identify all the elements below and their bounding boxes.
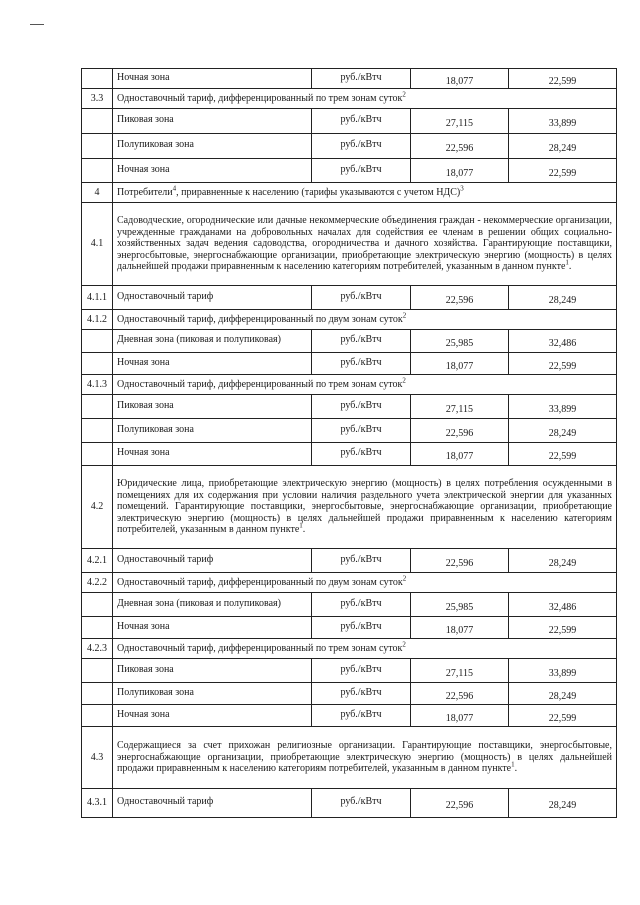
- tariff-value-2: [509, 617, 617, 639]
- section-text: Юридические лица, приобретающие электрическую энергию (мощность) в целях потребления осужденными в помещениях для их содержания при условии наличия раздельного учета электрической энергии для указанных помещений. Гарантирующие поставщики, энергосбытовые, энергоснабжающие организации, приобретающие электрическую энергию (мощность) в целях дальнейшей продажи приравненным к населению категориям потребителей, указанным в данном пункте: [117, 478, 612, 536]
- tariff-value-2: [509, 159, 617, 183]
- footnote-ref: 2: [402, 376, 406, 385]
- tariff-value-1: [411, 549, 509, 573]
- tariff-name-text: Ночная зона: [117, 71, 170, 83]
- unit-text: руб./кВтч: [340, 686, 382, 698]
- tariff-name: [113, 419, 312, 443]
- tariff-value-2-text: 28,249: [548, 557, 577, 569]
- tariff-value-2-text: 28,249: [548, 427, 577, 439]
- footnote-ref-2: 3: [460, 184, 464, 193]
- tariff-value-1-text: 22,596: [445, 690, 474, 702]
- category-description: [113, 203, 617, 286]
- tariff-value-2-text: 22,599: [548, 167, 577, 179]
- tariff-value-2-text: 33,899: [548, 403, 577, 415]
- table-row: [82, 419, 617, 443]
- row-number: 4.1: [82, 203, 113, 286]
- tariff-value-1: [411, 286, 509, 310]
- tariff-value-1: [411, 789, 509, 818]
- tariff-value-2: [509, 549, 617, 573]
- unit-text: руб./кВтч: [340, 597, 382, 609]
- tariff-name-text: Ночная зона: [117, 356, 170, 368]
- tariff-value-2: [509, 330, 617, 353]
- table-row: [82, 659, 617, 683]
- tariff-value-2: [509, 705, 617, 727]
- page-edge-mark: [30, 24, 44, 25]
- table-row: [82, 183, 617, 203]
- row-number: [82, 395, 113, 419]
- tariff-name-text: Пиковая зона: [117, 663, 174, 675]
- tariff-value-2-text: 28,249: [548, 143, 577, 154]
- section-text: Садоводческие, огороднические или дачные некоммерческие объединения граждан - некоммерческие организации, учрежденные гражданами на добровольных началах для содействия ее членам в решении общих социально-хозяйственных задач ведения садоводства, огородничества и дачного хозяйства. Гарантирующие поставщики, энергосбытовые, энергоснабжающие организации, приобретающие электрическую энергию (мощность) в целях дальнейшей продажи приравненным к населению категориям потребителей, указанным в данном пункте: [117, 215, 612, 273]
- tariff-name-text: Одноставочный тариф: [117, 290, 214, 302]
- row-number: 4.2.3: [82, 639, 113, 659]
- row-number: [82, 159, 113, 183]
- footnote-ref: 2: [402, 574, 407, 583]
- tariff-name: [113, 789, 312, 818]
- table-row: [82, 593, 617, 617]
- tariff-name: [113, 109, 312, 134]
- table-row: [82, 683, 617, 705]
- row-number: [82, 705, 113, 727]
- row-number: 4.2: [82, 466, 113, 549]
- tariff-value-2: [509, 683, 617, 705]
- unit-text: руб./кВтч: [340, 620, 382, 632]
- table-row: [82, 203, 617, 286]
- tariff-value-2-text: 28,249: [548, 294, 577, 306]
- tariff-value-2-text: 22,599: [548, 624, 577, 636]
- tariff-value-2-text: 28,249: [548, 690, 577, 702]
- row-number: [82, 109, 113, 134]
- tariff-value-2-text: 32,486: [548, 601, 577, 613]
- tariff-value-2-text: 33,899: [548, 667, 577, 679]
- tariff-value-1: [411, 705, 509, 727]
- unit-cell: [312, 593, 411, 617]
- tariff-name-text: Полупиковая зона: [117, 423, 194, 435]
- table-row: [82, 134, 617, 159]
- tariff-value-2-text: 28,249: [548, 800, 577, 811]
- tariff-name: [113, 659, 312, 683]
- tariff-name-text: Пиковая зона: [117, 114, 174, 125]
- tariff-name: [113, 69, 312, 89]
- unit-cell: [312, 705, 411, 727]
- tariff-table: [81, 68, 617, 818]
- tariff-name: [113, 549, 312, 573]
- tariff-value-1-text: 22,596: [445, 557, 474, 569]
- tariff-name-text: Пиковая зона: [117, 399, 174, 411]
- tariff-value-2-text: 22,599: [548, 712, 577, 724]
- unit-text: руб./кВтч: [340, 663, 382, 675]
- row-number: [82, 353, 113, 375]
- tariff-name: [113, 286, 312, 310]
- tariff-value-1: [411, 353, 509, 375]
- tariff-value-1: [411, 683, 509, 705]
- tariff-name-text: Дневная зона (пиковая и полупиковая): [117, 334, 281, 345]
- table-row: [82, 310, 617, 330]
- tariff-value-2: [509, 109, 617, 134]
- tariff-value-2: [509, 353, 617, 375]
- tariff-value-2-text: 32,486: [548, 338, 577, 349]
- tariff-value-2: [509, 395, 617, 419]
- unit-text: руб./кВтч: [340, 334, 382, 345]
- tariff-value-2: [509, 286, 617, 310]
- tariff-value-1: [411, 395, 509, 419]
- unit-cell: [312, 683, 411, 705]
- tariff-name-text: Одноставочный тариф: [117, 796, 214, 807]
- section-text: Содержащиеся за счет прихожан религиозные организации. Гарантирующие поставщики, энергосбытовые, энергоснабжающие организации, приобретающие электрическую энергию (мощность) в целях дальнейшей продажи приравненным к населению категориям потребителей, указанным в данном пункте: [117, 740, 612, 775]
- tariff-name: [113, 705, 312, 727]
- tariff-value-1: [411, 69, 509, 89]
- tariff-name-text: Полупиковая зона: [117, 686, 194, 698]
- table-row: [82, 109, 617, 134]
- table-row: [82, 353, 617, 375]
- tariff-name-text: Ночная зона: [117, 620, 170, 632]
- tariff-value-1-text: 18,077: [445, 712, 474, 724]
- unit-cell: [312, 789, 411, 818]
- row-number: 4.1.3: [82, 375, 113, 395]
- tariff-value-1: [411, 419, 509, 443]
- unit-text: руб./кВтч: [340, 708, 382, 720]
- table-row: [82, 705, 617, 727]
- tariff-name-text: Одноставочный тариф: [117, 553, 214, 565]
- unit-cell: [312, 69, 411, 89]
- unit-text: руб./кВтч: [340, 163, 382, 175]
- tariff-name-text: Ночная зона: [117, 708, 170, 720]
- tariff-value-1-text: 18,077: [445, 360, 474, 372]
- tariff-value-1: [411, 617, 509, 639]
- unit-text: руб./кВтч: [340, 114, 382, 125]
- footnote-ref: 1: [511, 760, 515, 769]
- tariff-value-1-text: 27,115: [445, 403, 474, 415]
- row-number: [82, 134, 113, 159]
- unit-text: руб./кВтч: [340, 399, 382, 411]
- tariff-name-text: Полупиковая зона: [117, 139, 194, 150]
- section-text: Одноставочный тариф, дифференцированный по двум зонам суток: [117, 576, 403, 588]
- footnote-ref: 2: [402, 311, 407, 320]
- tariff-name: [113, 353, 312, 375]
- category-description: [113, 466, 617, 549]
- footnote-ref: 1: [299, 521, 303, 530]
- table-row: [82, 549, 617, 573]
- row-number: [82, 659, 113, 683]
- tariff-value-2: [509, 659, 617, 683]
- category-description: [113, 727, 617, 789]
- table-row: [82, 395, 617, 419]
- unit-cell: [312, 419, 411, 443]
- section-title: [113, 573, 617, 593]
- row-number: 4.2.2: [82, 573, 113, 593]
- tariff-value-2: [509, 443, 617, 466]
- table-row: [82, 573, 617, 593]
- tariff-value-2: [509, 419, 617, 443]
- tariff-value-2-text: 22,599: [548, 451, 577, 462]
- tariff-name-text: Дневная зона (пиковая и полупиковая): [117, 597, 281, 609]
- row-number: [82, 593, 113, 617]
- unit-text: руб./кВтч: [340, 447, 382, 458]
- row-number: 4.1.1: [82, 286, 113, 310]
- section-text-after: .: [302, 524, 306, 536]
- row-number: [82, 419, 113, 443]
- table-row: [82, 375, 617, 395]
- tariff-value-1: [411, 134, 509, 159]
- unit-cell: [312, 109, 411, 134]
- row-number: 3.3: [82, 89, 113, 109]
- table-row: [82, 789, 617, 818]
- tariff-value-1-text: 25,985: [445, 601, 474, 613]
- tariff-value-1-text: 27,115: [445, 667, 474, 679]
- unit-cell: [312, 159, 411, 183]
- tariff-value-2-text: 22,599: [548, 75, 577, 87]
- row-number: 4.3.1: [82, 789, 113, 818]
- tariff-name: [113, 593, 312, 617]
- table-row: [82, 466, 617, 549]
- tariff-value-1-text: 18,077: [445, 75, 474, 87]
- section-title: [113, 310, 617, 330]
- section-title: [113, 89, 617, 109]
- row-number: [82, 69, 113, 89]
- table-row: [82, 159, 617, 183]
- table-row: [82, 639, 617, 659]
- footnote-ref: 4: [172, 184, 177, 193]
- tariff-value-1-text: 18,077: [445, 624, 474, 636]
- tariff-value-1: [411, 443, 509, 466]
- tariff-value-2-text: 33,899: [548, 118, 577, 129]
- table-row: [82, 330, 617, 353]
- tariff-value-2: [509, 593, 617, 617]
- unit-cell: [312, 353, 411, 375]
- table-row: [82, 69, 617, 89]
- unit-cell: [312, 395, 411, 419]
- unit-cell: [312, 443, 411, 466]
- footnote-ref: 2: [402, 90, 406, 99]
- unit-cell: [312, 549, 411, 573]
- tariff-value-1: [411, 330, 509, 353]
- section-title: [113, 375, 617, 395]
- row-number: 4.1.2: [82, 310, 113, 330]
- tariff-name: [113, 330, 312, 353]
- footnote-ref: 1: [565, 258, 569, 267]
- tariff-value-1-text: 22,596: [445, 800, 474, 811]
- tariff-value-1: [411, 593, 509, 617]
- tariff-name: [113, 395, 312, 419]
- tariff-name-text: Ночная зона: [117, 163, 170, 175]
- unit-text: руб./кВтч: [340, 553, 382, 565]
- unit-text: руб./кВтч: [340, 139, 382, 150]
- tariff-value-2: [509, 789, 617, 818]
- unit-cell: [312, 617, 411, 639]
- table-row: [82, 727, 617, 789]
- section-text: Одноставочный тариф, дифференцированный по трем зонам суток: [117, 642, 403, 654]
- section-text: Одноставочный тариф, дифференцированный по трем зонам суток: [117, 378, 403, 390]
- row-number: [82, 330, 113, 353]
- tariff-name: [113, 443, 312, 466]
- row-number: [82, 443, 113, 466]
- row-number: 4.3: [82, 727, 113, 789]
- tariff-name: [113, 134, 312, 159]
- unit-cell: [312, 659, 411, 683]
- unit-cell: [312, 330, 411, 353]
- row-number: [82, 683, 113, 705]
- tariff-value-1-text: 18,077: [445, 167, 474, 179]
- unit-text: руб./кВтч: [340, 796, 382, 807]
- tariff-value-1-text: 22,596: [445, 143, 474, 154]
- footnote-ref: 2: [402, 640, 406, 649]
- tariff-value-2-text: 22,599: [548, 360, 577, 372]
- unit-cell: [312, 286, 411, 310]
- unit-text: руб./кВтч: [340, 71, 382, 83]
- tariff-value-2: [509, 69, 617, 89]
- section-title: [113, 183, 617, 203]
- row-number: 4: [82, 183, 113, 203]
- section-text-after: .: [568, 261, 572, 273]
- tariff-value-1-text: 22,596: [445, 427, 474, 439]
- tariff-name: [113, 683, 312, 705]
- tariff-value-1: [411, 109, 509, 134]
- tariff-value-2: [509, 134, 617, 159]
- section-text: Потребители: [117, 186, 173, 198]
- table-row: [82, 286, 617, 310]
- section-text-after: .: [514, 763, 518, 775]
- unit-text: руб./кВтч: [340, 290, 382, 302]
- unit-text: руб./кВтч: [340, 356, 382, 368]
- tariff-value-1-text: 18,077: [445, 451, 474, 462]
- tariff-value-1-text: 22,596: [445, 294, 474, 306]
- tariff-value-1: [411, 159, 509, 183]
- table-row: [82, 89, 617, 109]
- tariff-name: [113, 617, 312, 639]
- section-title: [113, 639, 617, 659]
- section-text: Одноставочный тариф, дифференцированный по двум зонам суток: [117, 313, 403, 325]
- table-row: [82, 617, 617, 639]
- tariff-value-1-text: 25,985: [445, 338, 474, 349]
- tariff-name: [113, 159, 312, 183]
- tariff-value-1: [411, 659, 509, 683]
- row-number: 4.2.1: [82, 549, 113, 573]
- unit-text: руб./кВтч: [340, 423, 382, 435]
- row-number: [82, 617, 113, 639]
- unit-cell: [312, 134, 411, 159]
- tariff-name-text: Ночная зона: [117, 447, 170, 458]
- tariff-value-1-text: 27,115: [445, 118, 474, 129]
- section-text: Одноставочный тариф, дифференцированный по трем зонам суток: [117, 92, 403, 104]
- table-row: [82, 443, 617, 466]
- section-text-after: , приравненные к населению (тарифы указываются с учетом НДС): [176, 186, 461, 198]
